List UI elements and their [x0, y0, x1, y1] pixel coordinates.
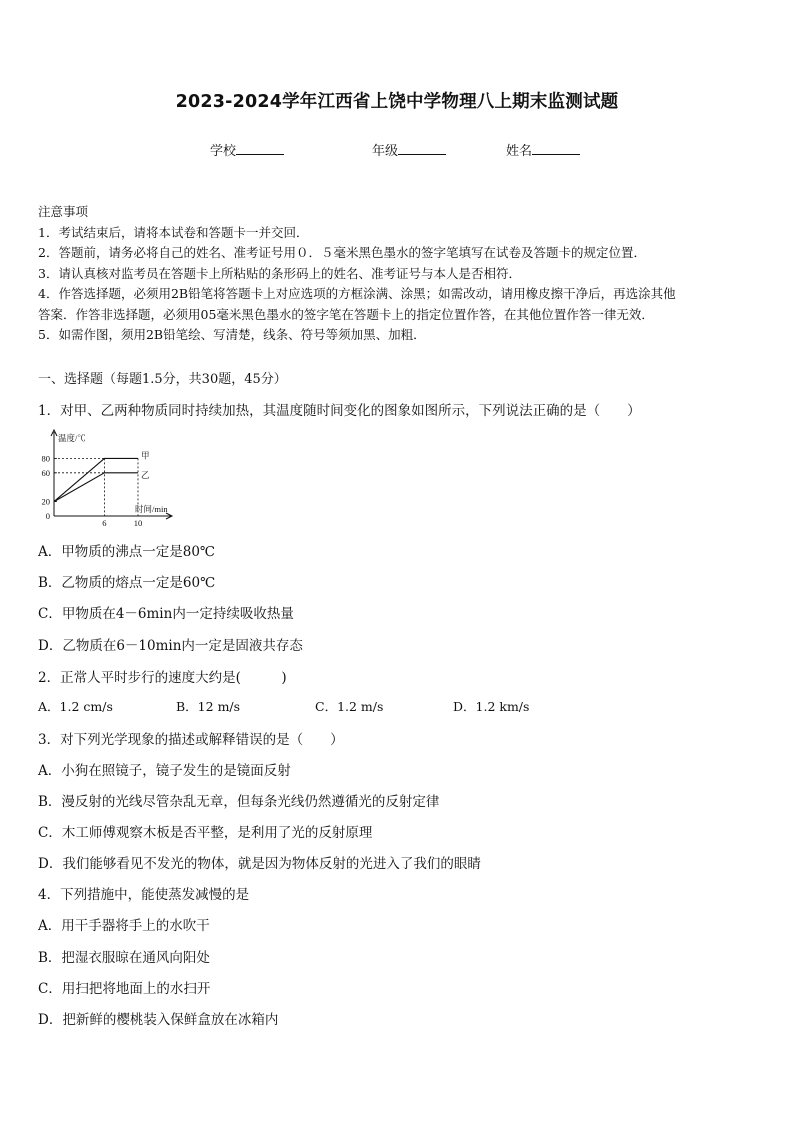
school-label: 学校: [210, 144, 237, 159]
y-tick-label: 0: [45, 511, 50, 521]
notes-item: 4．作答选择题，必须用2B铅笔将答题卡上对应选项的方框涂满、涂黑；如需改动，请用橡皮擦干净后，再选涂其他: [38, 286, 676, 301]
question-3-option-d: D．我们能够看见不发光的物体，就是因为物体反射的光进入了我们的眼睛: [38, 856, 481, 872]
question-3-option-c: C．木工师傅观察木板是否平整，是利用了光的反射原理: [38, 825, 373, 841]
question-4-option-c: C．用扫把将地面上的水扫开: [38, 981, 211, 997]
notes-item: 5．如需作图，须用2B铅笔绘、写清楚，线条、符号等须加黑、加粗．: [38, 327, 426, 342]
question-4-stem: 4．下列措施中，能使蒸发减慢的是: [38, 887, 250, 903]
grade-label: 年级: [372, 144, 399, 159]
question-1-stem: 1．对甲、乙两种物质同时持续加热，其温度随时间变化的图象如图所示，下列说法正确的是（ ）: [38, 403, 641, 419]
question-1-option-b: B．乙物质的熔点一定是60℃: [38, 575, 216, 591]
series-line-1: [54, 458, 138, 501]
notes-item: 2．答题前，请务必将自己的姓名、准考证号用０．５毫米黑色墨水的签字笔填写在试卷及答题卡的规定位置．: [38, 245, 646, 260]
notes-item: 3．请认真核对监考员在答题卡上所粘贴的条形码上的姓名、准考证号与本人是否相符．: [38, 265, 521, 281]
series-line-2: [54, 473, 138, 502]
page-title: 2023-2024学年江西省上饶中学物理八上期末监测试题: [175, 92, 619, 112]
school-field: [210, 140, 284, 159]
question-4-option-a: A．用干手器将手上的水吹干: [38, 918, 210, 934]
x-tick-label: 10: [133, 518, 143, 528]
question-2-option-a: A．1.2 cm/s: [38, 699, 113, 714]
question-2-option-d: D．1.2 km/s: [453, 699, 530, 714]
notes-heading: 注意事项: [38, 204, 89, 219]
y-tick-label: 20: [41, 496, 50, 507]
y-tick-label: 80: [41, 453, 50, 464]
question-2-option-c: C．1.2 m/s: [315, 699, 384, 714]
question-3-option-b: B．漫反射的光线尽管杂乱无章，但每条光线仍然遵循光的反射定律: [38, 794, 440, 810]
question-1-option-a: A．甲物质的沸点一定是80℃: [38, 544, 216, 560]
grade-blank: [398, 142, 446, 155]
question-4-option-b: B．把湿衣服晾在通风向阳处: [38, 950, 210, 966]
name-blank: [532, 142, 580, 155]
notes-item: 答案．作答非选择题，必须用05毫米黑色墨水的签字笔在答题卡上的指定位置作答，在其他位置作答一律无效．: [38, 306, 654, 322]
x-axis-label: 时间/min: [135, 504, 168, 514]
question-4-option-d: D．把新鲜的樱桃装入保鲜盒放在冰箱内: [38, 1012, 279, 1028]
name-label: 姓名: [506, 144, 533, 159]
notes-block: [38, 202, 676, 346]
question-3-option-a: A．小狗在照镜子，镜子发生的是镜面反射: [38, 763, 291, 779]
series-label: 乙: [141, 469, 150, 480]
notes-item: 1．考试结束后，请将本试卷和答题卡一并交回．: [38, 224, 309, 240]
question-3-stem: 3．对下列光学现象的描述或解释错误的是（ ）: [38, 732, 344, 748]
section-heading: 一、选择题（每题1.5分，共30题，45分）: [38, 372, 287, 387]
grade-field: [372, 140, 446, 159]
temperature-time-chart: [32, 428, 192, 530]
name-field: [506, 140, 580, 159]
question-2-stem: 2．正常人平时步行的速度大约是( ): [38, 670, 287, 686]
chart-layer: [42, 430, 173, 528]
series-label: 甲: [141, 450, 150, 461]
question-1-option-c: C．甲物质在4－6min内一定持续吸收热量: [38, 606, 294, 622]
question-2-option-b: B．12 m/s: [176, 699, 241, 714]
y-axis-label: 温度/℃: [58, 433, 86, 443]
x-tick-label: 6: [102, 518, 107, 528]
y-tick-label: 60: [41, 467, 50, 478]
school-blank: [236, 142, 284, 155]
question-1-option-d: D．乙物质在6－10min内一定是固液共存态: [38, 638, 303, 654]
